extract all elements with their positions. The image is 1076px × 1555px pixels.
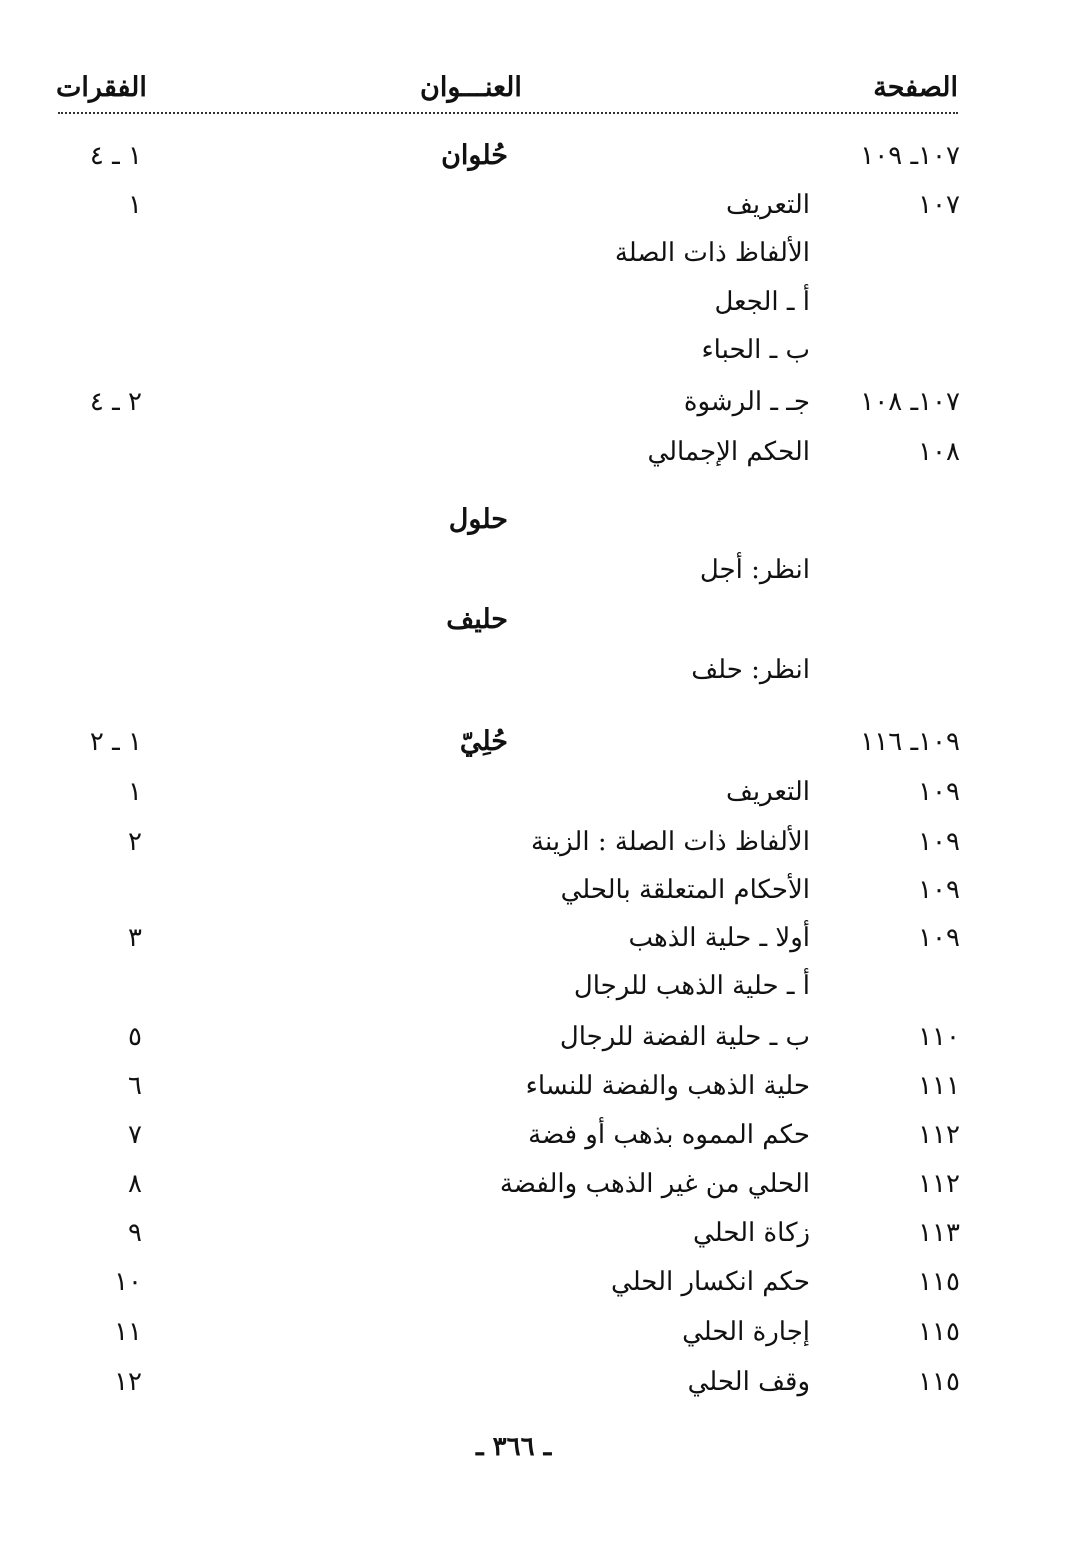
- page-ref: ١٠٨: [918, 437, 960, 467]
- entry-heading-row: [0, 600, 1076, 640]
- page-ref: ١١٢: [918, 1169, 960, 1199]
- entry-heading: حُلوان: [441, 140, 508, 171]
- index-row: [0, 1017, 1076, 1057]
- index-row: [0, 185, 1076, 225]
- paragraph-ref: ١ ـ ٢: [89, 727, 142, 757]
- index-row: [0, 550, 1076, 590]
- paragraph-ref: ١: [128, 190, 142, 220]
- page-ref: ١٠٩: [918, 875, 960, 905]
- index-row: [0, 1115, 1076, 1155]
- page-ref: ١١٢: [918, 1120, 960, 1150]
- paragraph-ref: ١٢: [114, 1367, 142, 1397]
- page-ref: ١٠٧: [918, 190, 960, 220]
- paragraph-ref: ١٠: [114, 1267, 142, 1297]
- entry-title: ب ـ الحباء: [701, 335, 810, 365]
- index-row: [0, 918, 1076, 958]
- entry-title: الحكم الإجمالي: [647, 437, 810, 467]
- page-ref: ١١٥: [918, 1317, 960, 1347]
- paragraph-ref: ٩: [128, 1218, 142, 1248]
- page-ref: ١١٠: [918, 1022, 960, 1052]
- entry-title: التعريف: [725, 190, 810, 220]
- header-divider: [58, 112, 958, 114]
- page-column-header: الصفحة: [873, 72, 958, 103]
- entry-title: ب ـ حلية الفضة للرجال: [559, 1022, 810, 1052]
- page-ref: ١٠٩: [918, 827, 960, 857]
- paragraph-ref: ٢: [128, 827, 142, 857]
- paragraph-ref: ١ ـ ٤: [89, 141, 142, 171]
- page-ref: ١٠٩ـ ١١٦: [860, 727, 960, 757]
- page-ref: ١١٥: [918, 1367, 960, 1397]
- page-ref: ١١٣: [918, 1218, 960, 1248]
- entry-title: حكم المموه بذهب أو فضة: [528, 1120, 810, 1150]
- entry-heading-row: [0, 500, 1076, 540]
- index-row: [0, 1213, 1076, 1253]
- index-row: [0, 382, 1076, 422]
- page-ref: ١٠٧ـ ١٠٨: [860, 387, 960, 417]
- entry-title: جـ ـ الرشوة: [683, 387, 810, 417]
- page-number: ـ ٣٦٦ ـ: [476, 1432, 552, 1462]
- index-row: [0, 772, 1076, 812]
- paragraph-ref: ٨: [128, 1169, 142, 1199]
- entry-heading-row: [0, 722, 1076, 762]
- entry-title: انظر: أجل: [699, 555, 810, 585]
- entry-title: انظر: حلف: [691, 655, 810, 685]
- paragraph-ref: ٦: [128, 1071, 142, 1101]
- page-ref: ١٠٩: [918, 923, 960, 953]
- entry-heading: حُلِيّ: [459, 726, 508, 757]
- entry-title: الألفاظ ذات الصلة : الزينة: [531, 827, 810, 857]
- entry-title: الحلي من غير الذهب والفضة: [499, 1169, 810, 1199]
- entry-title: حكم انكسار الحلي: [611, 1267, 810, 1297]
- index-row: [0, 282, 1076, 322]
- entry-title: الألفاظ ذات الصلة: [614, 238, 810, 268]
- index-row: [0, 233, 1076, 273]
- index-row: [0, 966, 1076, 1006]
- entry-title: زكاة الحلي: [693, 1218, 810, 1248]
- paragraphs-column-header: الفقرات: [56, 72, 147, 103]
- index-row: [0, 1164, 1076, 1204]
- entry-heading-row: [0, 136, 1076, 176]
- index-row: [0, 432, 1076, 472]
- index-row: [0, 330, 1076, 370]
- paragraph-ref: ١: [128, 777, 142, 807]
- page-ref: ١١٥: [918, 1267, 960, 1297]
- entry-title: أ ـ حلية الذهب للرجال: [573, 971, 810, 1001]
- entry-title: أ ـ الجعل: [714, 287, 810, 317]
- index-row: [0, 1066, 1076, 1106]
- index-row: [0, 1262, 1076, 1302]
- index-row: [0, 1312, 1076, 1352]
- paragraph-ref: ١١: [114, 1317, 142, 1347]
- entry-heading: حلول: [448, 504, 508, 535]
- entry-title: التعريف: [725, 777, 810, 807]
- page-ref: ١٠٩: [918, 777, 960, 807]
- page-ref: ١١١: [918, 1071, 960, 1101]
- entry-title: أولا ـ حلية الذهب: [628, 923, 810, 953]
- entry-title: الأحكام المتعلقة بالحلي: [560, 875, 810, 905]
- entry-heading: حليف: [446, 604, 508, 635]
- index-row: [0, 1362, 1076, 1402]
- paragraph-ref: ٧: [128, 1120, 142, 1150]
- paragraph-ref: ٥: [128, 1022, 142, 1052]
- paragraph-ref: ٣: [128, 923, 142, 953]
- entry-title: إجارة الحلي: [682, 1317, 810, 1347]
- paragraph-ref: ٢ ـ ٤: [89, 387, 142, 417]
- index-row: [0, 870, 1076, 910]
- index-row: [0, 822, 1076, 862]
- page-ref: ١٠٧ـ ١٠٩: [860, 141, 960, 171]
- title-column-header: العنـــوان: [420, 72, 522, 103]
- entry-title: حلية الذهب والفضة للنساء: [525, 1071, 810, 1101]
- index-row: [0, 650, 1076, 690]
- entry-title: وقف الحلي: [687, 1367, 810, 1397]
